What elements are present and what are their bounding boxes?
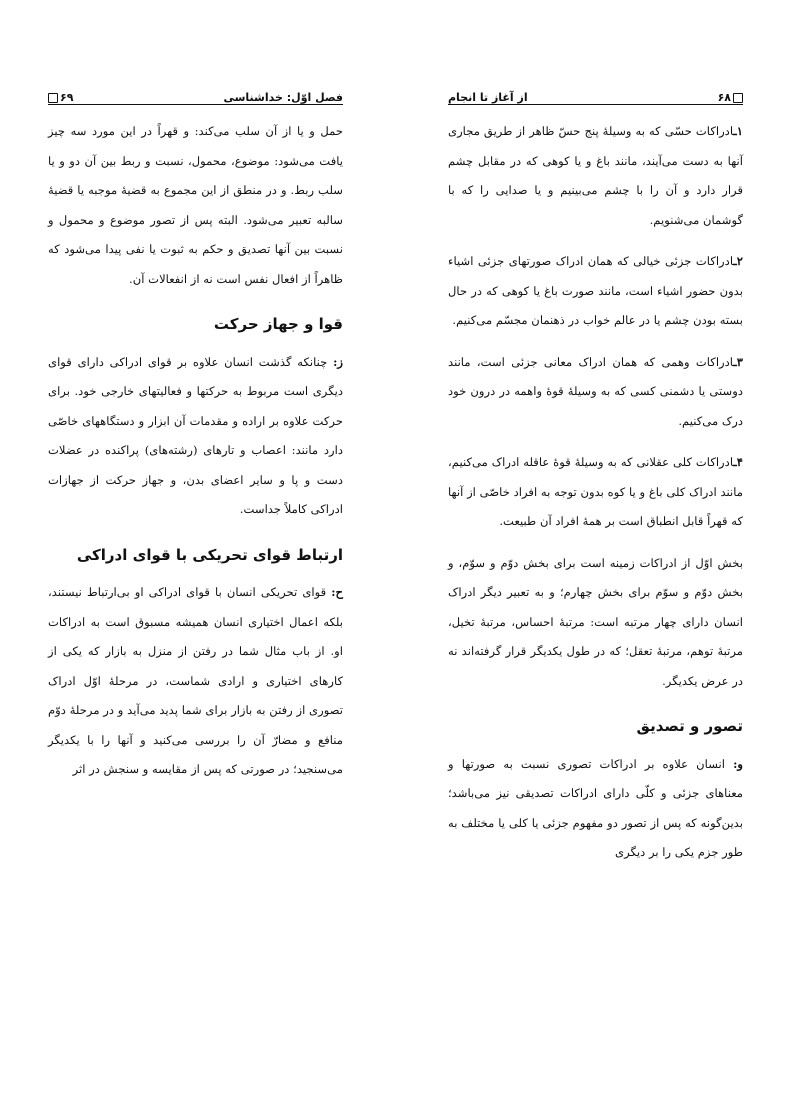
paragraph-text: قوای تحریکی انسان با قوای ادراکی او بی‌ارتباط نیستند، بلکه اعمال اختیاری انسان همیشه مسبوق است به ادراکات او. از باب مثال شما در رفتن از منزل به بازار که یکی از کارهای اختیاری و ارادی شماست، در مرحلهٔ اوّل ادراک تصوری از رفتن به بازار برای شما پدید می‌آید و در مرحلهٔ دوّم منافع و مضارّ آن را بررسی می‌کنید و آنها را با یکدیگر می‌سنجید؛ در صورتی که پس از مقایسه و سنجش در اثر (48, 585, 343, 776)
paragraph-marker: ۳ـ (733, 354, 743, 369)
paragraph (448, 117, 743, 235)
page-number-value: ۶۸ (717, 91, 731, 104)
paragraph-marker: و: (733, 756, 743, 771)
paragraph (448, 448, 743, 537)
paragraph-text: انسان علاوه بر ادراکات تصوری نسبت به صورتها و معناهای جزئی و کلّی دارای ادراکات تصدیقی نیز می‌باشد؛ بدین‌گونه که پس از تصور دو مفهوم جزئی یا کلی یا مختلف به طور جزم یکی را بر دیگری (448, 756, 743, 859)
section-heading: قوا و جهاز حرکت (213, 315, 343, 333)
paragraph: بخش اوّل از ادراکات زمینه است برای بخش دوّم و سوّم، و بخش دوّم و سوّم برای بخش چهارم؛ و به تعبیر دیگر ادراک انسان دارای چهار مرتبه است: مرتبهٔ احساس، مرتبهٔ تخیل، مرتبهٔ توهم، مرتبهٔ تعقل؛ که در طول یکدیگر قرار گرفته‌اند نه در عرض یکدیگر. (448, 555, 743, 688)
running-header (48, 80, 343, 105)
page-number (718, 91, 743, 104)
section-heading: ارتباط قوای تحریکی با قوای ادراکی (76, 545, 343, 564)
paragraph-marker: ۴ـ (733, 455, 743, 469)
running-header (448, 80, 743, 105)
paragraph-marker: ح: (331, 585, 343, 599)
right-page (448, 80, 743, 868)
page-body (48, 117, 343, 785)
page-body (448, 117, 743, 868)
running-title: فصل اوّل: خداشناسی (223, 91, 343, 104)
paragraph (448, 348, 743, 437)
page-box-icon (733, 93, 743, 103)
section-heading: تصور و تصدیق (636, 717, 743, 735)
page-number (48, 91, 73, 104)
paragraph (448, 247, 743, 336)
paragraph-text: ادراکات جزئی خیالی که همان ادراک صورتهای جزئی اشیاء بدون حضور اشیاء است، مانند صورت باغ یا کوهی که در حال بسته بودن چشم یا در عالم خواب در ذهنمان مجسّم می‌کنیم. (448, 254, 743, 327)
running-title: از آغاز تا انجام (448, 91, 528, 104)
paragraph-text: چنانکه گذشت انسان علاوه بر قوای ادراکی دارای قوای دیگری است مربوط به حرکتها و فعالیتهای خارجی خود. برای حرکت علاوه بر اراده و مقدمات آن ابزار و دستگاههای خاصّی دارد مانند: اعصاب و تارهای (رشته‌های) پراکنده در عضلات دست و پا و سایر اعضای بدن، و جهاز حرکت از جهازات ادراکی کاملاً جداست. (48, 354, 343, 516)
page-box-icon (48, 93, 58, 103)
paragraph-text: ادراکات کلی عقلانی که به وسیلهٔ قوهٔ عاقله ادراک می‌کنیم، مانند ادراک کلی باغ و یا کوه بدون توجه به افراد خاصّی از آنها که قهراً قابل انطباق است بر همهٔ افراد آن طبیعت. (448, 455, 743, 528)
paragraph: حمل و یا از آن سلب می‌کند: و قهراً در این مورد سه چیز یافت می‌شود: موضوع، محمول، نسبت و ربط بین آن دو و یا سلب ربط. و در منطق از این مجموع به قضیهٔ موجبه یا قضیهٔ سالبه تعبیر می‌شود. البته پس از تصور موضوع و محمول و نسبت بین آنها تصدیق و حکم به ثبوت یا نفی پیدا می‌شود که ظاهراً از افعال نفس است نه از انفعالات آن. (48, 124, 343, 286)
page-number-value: ۶۹ (60, 91, 74, 104)
left-page (48, 80, 343, 785)
paragraph-marker: ۲ـ (733, 254, 743, 268)
paragraph (48, 578, 343, 785)
paragraph-marker: ز: (333, 354, 343, 369)
paragraph-text: ادراکات وهمی که همان ادراک معانی جزئی است، مانند دوستی یا دشمنی کسی که به وسیلهٔ قوهٔ واهمه در درون خود درک می‌کنیم. (448, 354, 743, 428)
paragraph (48, 348, 343, 525)
paragraph-marker: ۱ـ (733, 124, 743, 138)
paragraph-text: ادراکات حسّی که به وسیلهٔ پنج حسّ ظاهر از طریق مجاری آنها به دست می‌آیند، مانند باغ و یا کوهی که در مقابل چشم قرار دارد و آن را با چشم می‌بینیم و یا صدایی را که با گوشمان می‌شنویم. (448, 124, 743, 227)
paragraph (448, 750, 743, 868)
